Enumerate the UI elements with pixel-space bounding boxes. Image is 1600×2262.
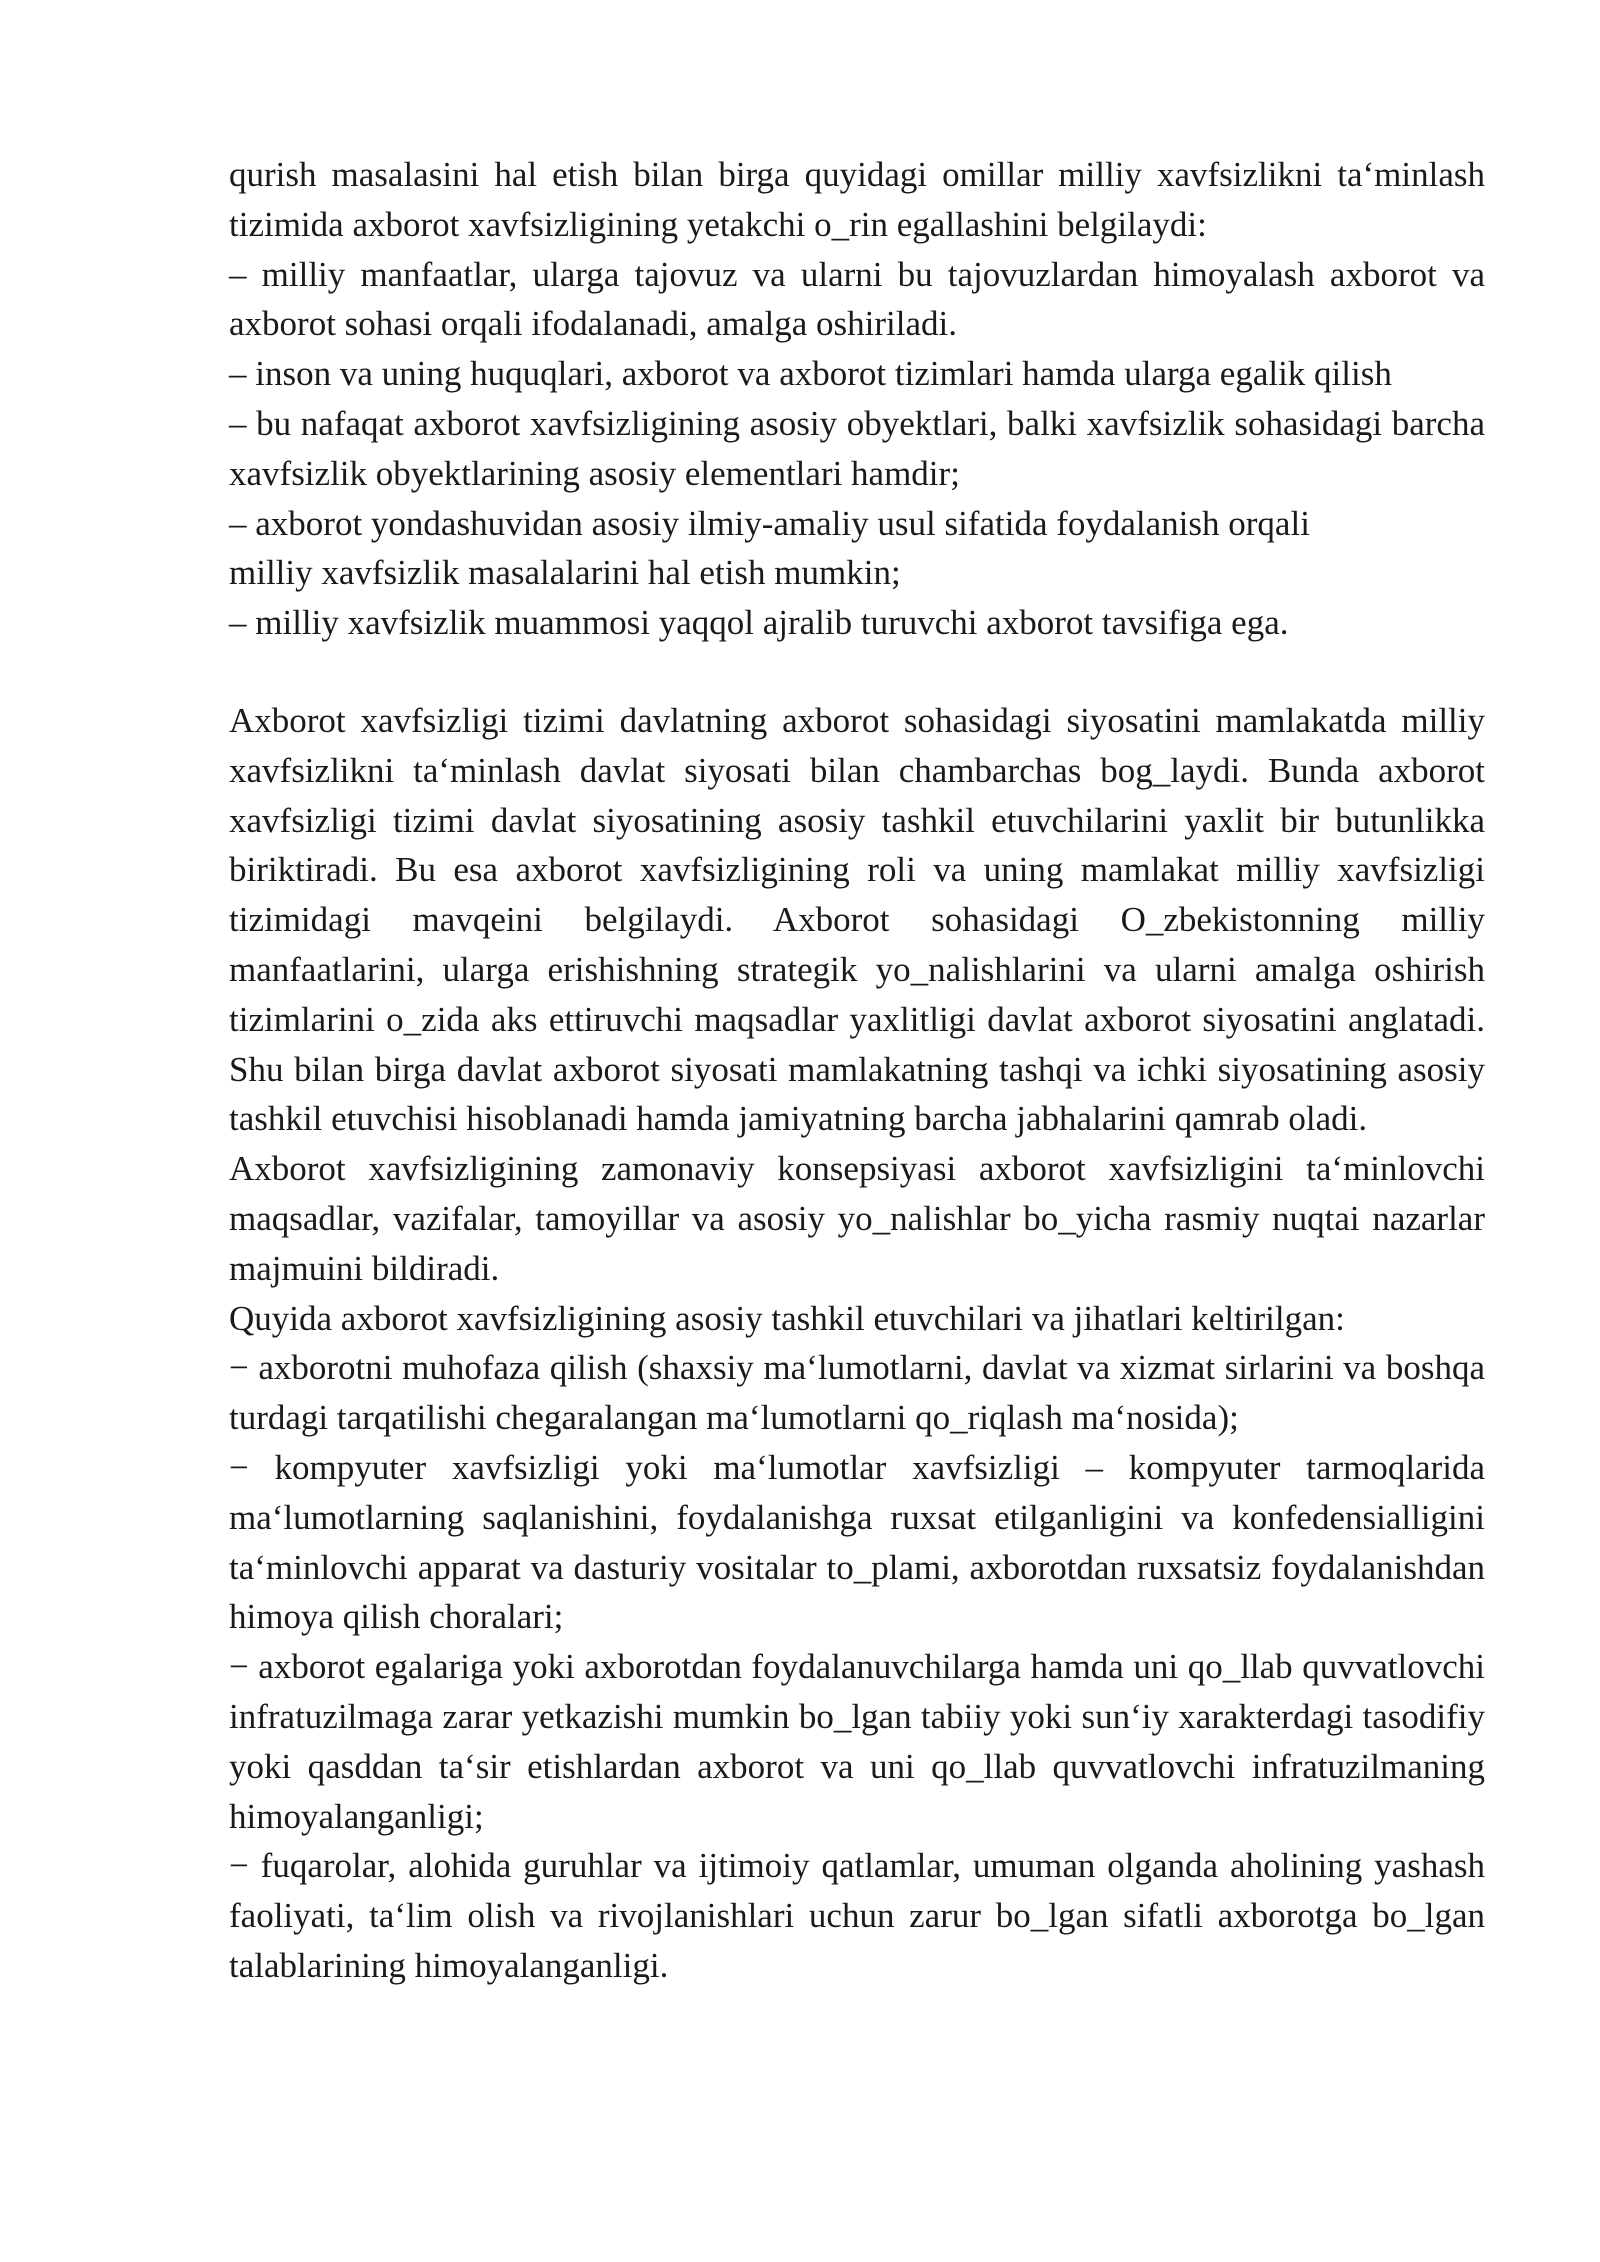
modern-concept-paragraph: Axborot xavfsizligining zamonaviy konsepsiyasi axborot xavfsizligini ta‘minlovchi maqsadlar, vazifalar, tamoyillar va asosiy yo_nalishlar bo_yicha rasmiy nuqtai nazarlar majmuini bildiradi. bbox=[229, 1149, 1485, 1288]
list-item-information-approach-line1: – axborot yondashuvidan asosiy ilmiy-amaliy usul sifatida foydalanish orqali bbox=[229, 503, 1310, 543]
paragraph-gap bbox=[229, 648, 1485, 696]
list-item-human-rights-continuation: – bu nafaqat axborot xavfsizligining asosiy obyektlari, balki xavfsizlik sohasidagi barcha xavfsizlik obyektlarining asosiy elementlari hamdir; bbox=[229, 403, 1485, 493]
state-policy-paragraph: Axborot xavfsizligi tizimi davlatning axborot sohasidagi siyosatini mamlakatda milliy xavfsizlikni ta‘minlash davlat siyosati bilan chambarchas bog_laydi. Bunda axborot xavfsizligi tizimi davlat siyosatining asosiy tashkil etuvchilarini yaxlit bir butunlikka biriktiradi. Bu esa axborot xavfsizligining roli va uning mamlakat milliy xavfsizligi tizimidagi mavqeini belgilaydi. Axborot sohasidagi O_zbekistonning milliy manfaatlarini, ularga erishishning strategik yo_nalishlarini va ularni amalga oshirish tizimlarini o_zida aks ettiruvchi maqsadlar yaxlitligi davlat axborot siyosatini anglatadi. Shu bilan birga davlat axborot siyosati mamlakatning tashqi va ichki siyosatining asosiy tashkil etuvchisi hisoblanadi hamda jamiyatning barcha jabhalarini qamrab oladi. bbox=[229, 700, 1485, 1139]
bullet-information-protection: − axborotni muhofaza qilish (shaxsiy ma‘lumotlarni, davlat va xizmat sirlarini va boshqa turdagi tarqatilishi chegaralangan ma‘lumotlarni qo_riqlash ma‘nosida); bbox=[229, 1348, 1485, 1438]
bullet-citizens-needs: − fuqarolar, alohida guruhlar va ijtimoiy qatlamlar, umuman olganda aholining yashash faoliyati, ta‘lim olish va rivojlanishlari uchun zarur bo_lgan sifatli axborotga bo_lgan talablarining himoyalanganligi. bbox=[229, 1846, 1485, 1985]
components-intro-paragraph: Quyida axborot xavfsizligining asosiy tashkil etuvchilari va jihatlari keltirilgan: bbox=[229, 1298, 1345, 1338]
intro-paragraph: qurish masalasini hal etish bilan birga quyidagi omillar milliy xavfsizlikni ta‘minlash tizimida axborot xavfsizligining yetakchi o_rin egallashini belgilaydi: bbox=[229, 155, 1485, 244]
list-item-human-rights-line: – inson va uning huquqlari, axborot va axborot tizimlari hamda ularga egalik qilish bbox=[229, 354, 1392, 394]
list-item-national-interests: – milliy manfaatlar, ularga tajovuz va ularni bu tajovuzlardan himoyalash axborot va axborot sohasi orqali ifodalanadi, amalga oshiriladi. bbox=[229, 254, 1485, 344]
bullet-computer-security: − kompyuter xavfsizligi yoki ma‘lumotlar xavfsizligi – kompyuter tarmoqlarida ma‘lumotlarning saqlanishini, foydalanishga ruxsat etilganligini va konfedensialligini ta‘minlovchi apparat va dasturiy vositalar to_plami, axborotdan ruxsatsiz foydalanishdan himoya qilish choralari; bbox=[229, 1447, 1485, 1637]
document-page bbox=[229, 150, 1485, 1991]
list-item-security-problem: – milliy xavfsizlik muammosi yaqqol ajralib turuvchi axborot tavsifiga ega. bbox=[229, 603, 1289, 643]
bullet-infrastructure-protection: − axborot egalariga yoki axborotdan foydalanuvchilarga hamda uni qo_llab quvvatlovchi infratuzilmaga zarar yetkazishi mumkin bo_lgan tabiiy yoki sun‘iy xarakterdagi tasodifiy yoki qasddan ta‘sir etishlardan axborot va uni qo_llab quvvatlovchi infratuzilmaning himoyalanganligi; bbox=[229, 1647, 1485, 1836]
list-item-information-approach-line2: milliy xavfsizlik masalalarini hal etish mumkin; bbox=[229, 553, 901, 593]
